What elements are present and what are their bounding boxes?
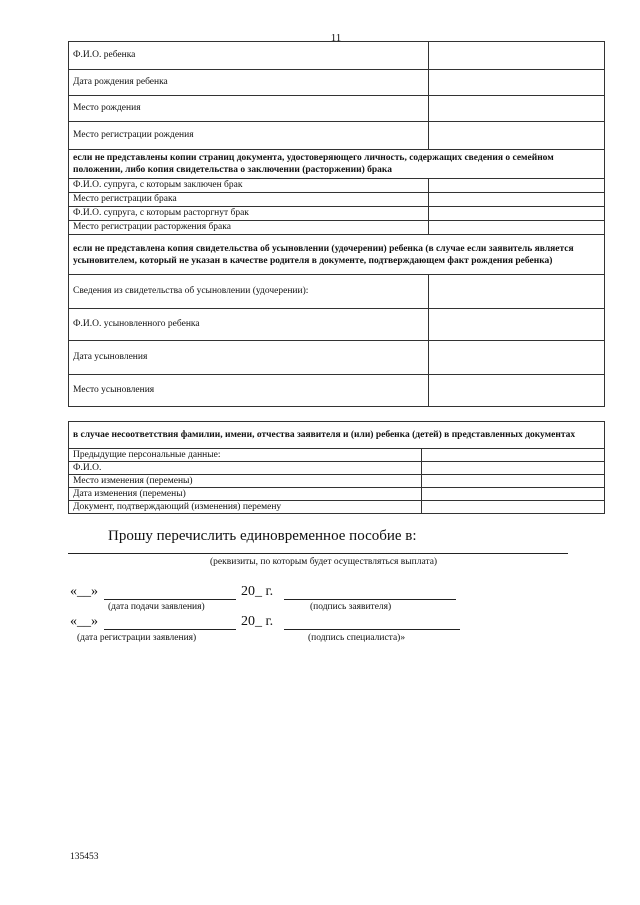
- input-cell[interactable]: [429, 275, 605, 309]
- registration-date-caption: (дата регистрации заявления): [77, 633, 197, 643]
- table-row: [69, 488, 605, 501]
- year-text-1: 20_ г.: [241, 584, 274, 599]
- table-row: [69, 42, 605, 70]
- input-cell[interactable]: [429, 309, 605, 341]
- table-row: [69, 309, 605, 341]
- row-label: Ф.И.О. ребенка: [69, 42, 429, 70]
- row-label: Дата рождения ребенка: [69, 70, 429, 96]
- table-row: [69, 475, 605, 488]
- input-cell[interactable]: [429, 122, 605, 150]
- row-label: Место регистрации рождения: [69, 122, 429, 150]
- input-cell[interactable]: [429, 70, 605, 96]
- row-label: Ф.И.О.: [69, 462, 422, 475]
- marriage-section-header: если не представлены копии страниц документа, удостоверяющего личность, содержащих сведения о семейном положении, либо копия свидетельства о заключении (расторжении) брака: [69, 150, 605, 179]
- input-cell[interactable]: [429, 375, 605, 407]
- table-row: [69, 96, 605, 122]
- row-label: Документ, подтверждающий (изменения) перемену: [69, 501, 422, 514]
- table-row: [69, 193, 605, 207]
- year-text-2: 20_ г.: [241, 614, 274, 629]
- mismatch-section-header: в случае несоответствия фамилии, имени, отчества заявителя и (или) ребенка (детей) в представленных документах: [69, 422, 605, 449]
- table-row: [69, 375, 605, 407]
- row-label: Место регистрации брака: [69, 193, 429, 207]
- table-row: [69, 207, 605, 221]
- input-cell[interactable]: [422, 449, 605, 462]
- page-number: 11: [330, 32, 342, 44]
- specialist-signature-caption: (подпись специалиста)»: [308, 633, 406, 643]
- applicant-signature-line[interactable]: [284, 599, 456, 600]
- input-cell[interactable]: [429, 96, 605, 122]
- payment-request-text: Прошу перечислить единовременное пособие в:: [108, 528, 417, 544]
- table-row: [69, 462, 605, 475]
- section-header-row: [69, 235, 605, 275]
- requisites-line[interactable]: [68, 553, 568, 554]
- application-date-line[interactable]: [104, 599, 236, 600]
- input-cell[interactable]: [422, 475, 605, 488]
- table-row: [69, 122, 605, 150]
- applicant-signature-caption: (подпись заявителя): [310, 602, 392, 612]
- row-label: Дата усыновления: [69, 341, 429, 375]
- adoption-section-header: если не представлена копия свидетельства об усыновлении (удочерении) ребенка (в случае если заявитель является усыновителем, который не указан в качестве родителя в документе, подтверждающем факт рождения ребенка): [69, 235, 605, 275]
- table-row: [69, 179, 605, 193]
- input-cell[interactable]: [429, 341, 605, 375]
- row-label: Предыдущие персональные данные:: [69, 449, 422, 462]
- requisites-caption: (реквизиты, по которым будет осуществляться выплата): [210, 557, 438, 567]
- input-cell[interactable]: [429, 193, 605, 207]
- date-quote-1: «__»: [70, 584, 98, 599]
- date-quote-2: «__»: [70, 614, 98, 629]
- child-info-table: [68, 41, 605, 407]
- input-cell[interactable]: [429, 221, 605, 235]
- input-cell[interactable]: [429, 179, 605, 193]
- input-cell[interactable]: [429, 42, 605, 70]
- input-cell[interactable]: [422, 501, 605, 514]
- application-date-caption: (дата подачи заявления): [108, 602, 205, 612]
- row-label: Место регистрации расторжения брака: [69, 221, 429, 235]
- table-row: [69, 501, 605, 514]
- document-code: 135453: [70, 852, 99, 862]
- table-row: [69, 341, 605, 375]
- section-header-row: [69, 150, 605, 179]
- table-row: [69, 275, 605, 309]
- row-label: Ф.И.О. супруга, с которым заключен брак: [69, 179, 429, 193]
- registration-date-line[interactable]: [104, 629, 236, 630]
- specialist-signature-line[interactable]: [284, 629, 460, 630]
- section-header-row: [69, 422, 605, 449]
- input-cell[interactable]: [422, 462, 605, 475]
- input-cell[interactable]: [429, 207, 605, 221]
- row-label: Место рождения: [69, 96, 429, 122]
- table-row: [69, 221, 605, 235]
- table-row: [69, 449, 605, 462]
- row-label: Место изменения (перемены): [69, 475, 422, 488]
- row-label: Сведения из свидетельства об усыновлении (удочерении):: [69, 275, 429, 309]
- row-label: Место усыновления: [69, 375, 429, 407]
- table-row: [69, 70, 605, 96]
- row-label: Ф.И.О. усыновленного ребенка: [69, 309, 429, 341]
- input-cell[interactable]: [422, 488, 605, 501]
- row-label: Дата изменения (перемены): [69, 488, 422, 501]
- row-label: Ф.И.О. супруга, с которым расторгнут брак: [69, 207, 429, 221]
- name-change-table: [68, 421, 605, 514]
